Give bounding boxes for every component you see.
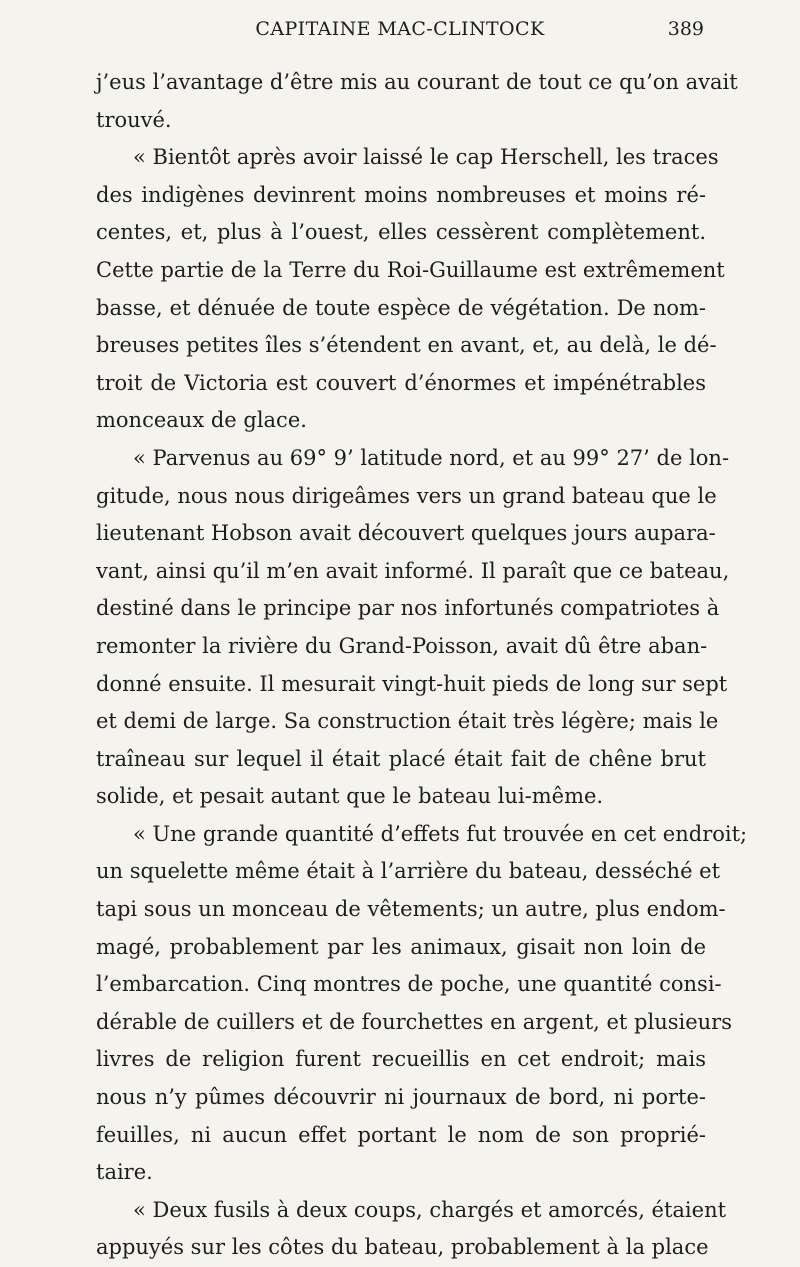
running-head	[96, 12, 704, 46]
text-line: des indigènes devinrent moins nombreuses et moins ré-	[96, 182, 706, 207]
text-line: magé, probablement par les animaux, gisait non loin de	[96, 934, 706, 959]
text-line: « Deux fusils à deux coups, chargés et amorcés, étaient	[133, 1197, 727, 1222]
text-line: basse, et dénuée de toute espèce de végétation. De nom-	[96, 295, 706, 320]
text-line: l’embarcation. Cinq montres de poche, une quantité consi-	[96, 972, 722, 997]
running-title: CAPITAINE MAC-CLINTOCK	[255, 18, 545, 40]
text-line: gitude, nous nous dirigeâmes vers un grand bateau que le	[96, 483, 717, 508]
text-line: « Bientôt après avoir laissé le cap Herschell, les traces	[133, 145, 719, 170]
text-line: destiné dans le principe par nos infortunés compatriotes à	[96, 596, 720, 621]
page-number: 389	[667, 18, 704, 40]
text-line: Cette partie de la Terre du Roi-Guillaume est extrêmement	[96, 257, 725, 282]
text-line: un squelette même était à l’arrière du bateau, desséché et	[96, 859, 721, 884]
text-line: appuyés sur les côtes du bateau, probablement à la place	[96, 1235, 709, 1260]
body-text	[96, 64, 748, 1267]
text-line: centes, et, plus à l’ouest, elles cessèrent complètement.	[96, 220, 706, 245]
text-line: donné ensuite. Il mesurait vingt-huit pieds de long sur sept	[96, 671, 728, 696]
text-line: troit de Victoria est couvert d’énormes et impénétrables	[96, 370, 706, 395]
text-line: « Une grande quantité d’effets fut trouvée en cet endroit;	[133, 821, 748, 846]
text-line: vant, ainsi qu’il m’en avait informé. Il paraît que ce bateau,	[96, 558, 730, 583]
text-line: et demi de large. Sa construction était très légère; mais le	[96, 709, 719, 734]
text-line: traîneau sur lequel il était placé était fait de chêne brut	[96, 746, 706, 771]
text-line: tapi sous un monceau de vêtements; un autre, plus endom-	[96, 897, 726, 922]
text-line: remonter la rivière du Grand-Poisson, avait dû être aban-	[96, 633, 708, 658]
text-line: breuses petites îles s’étendent en avant, et, au delà, le dé-	[96, 333, 717, 358]
text-line: trouvé.	[96, 107, 172, 132]
text-line: livres de religion furent recueillis en cet endroit; mais	[96, 1047, 706, 1072]
text-line: j’eus l’avantage d’être mis au courant de tout ce qu’on avait	[96, 70, 738, 94]
text-line: nous n’y pûmes découvrir ni journaux de bord, ni porte-	[96, 1085, 706, 1110]
text-line: taire.	[96, 1160, 153, 1185]
text-line: monceaux de glace.	[96, 408, 307, 433]
text-line: dérable de cuillers et de fourchettes en argent, et plusieurs	[96, 1009, 732, 1034]
text-line: feuilles, ni aucun effet portant le nom de son proprié-	[96, 1122, 706, 1147]
text-line: solide, et pesait autant que le bateau lui-même.	[96, 784, 604, 809]
text-line: « Parvenus au 69° 9’ latitude nord, et au 99° 27’ de lon-	[133, 445, 730, 470]
text-line: lieutenant Hobson avait découvert quelques jours aupara-	[96, 521, 716, 546]
